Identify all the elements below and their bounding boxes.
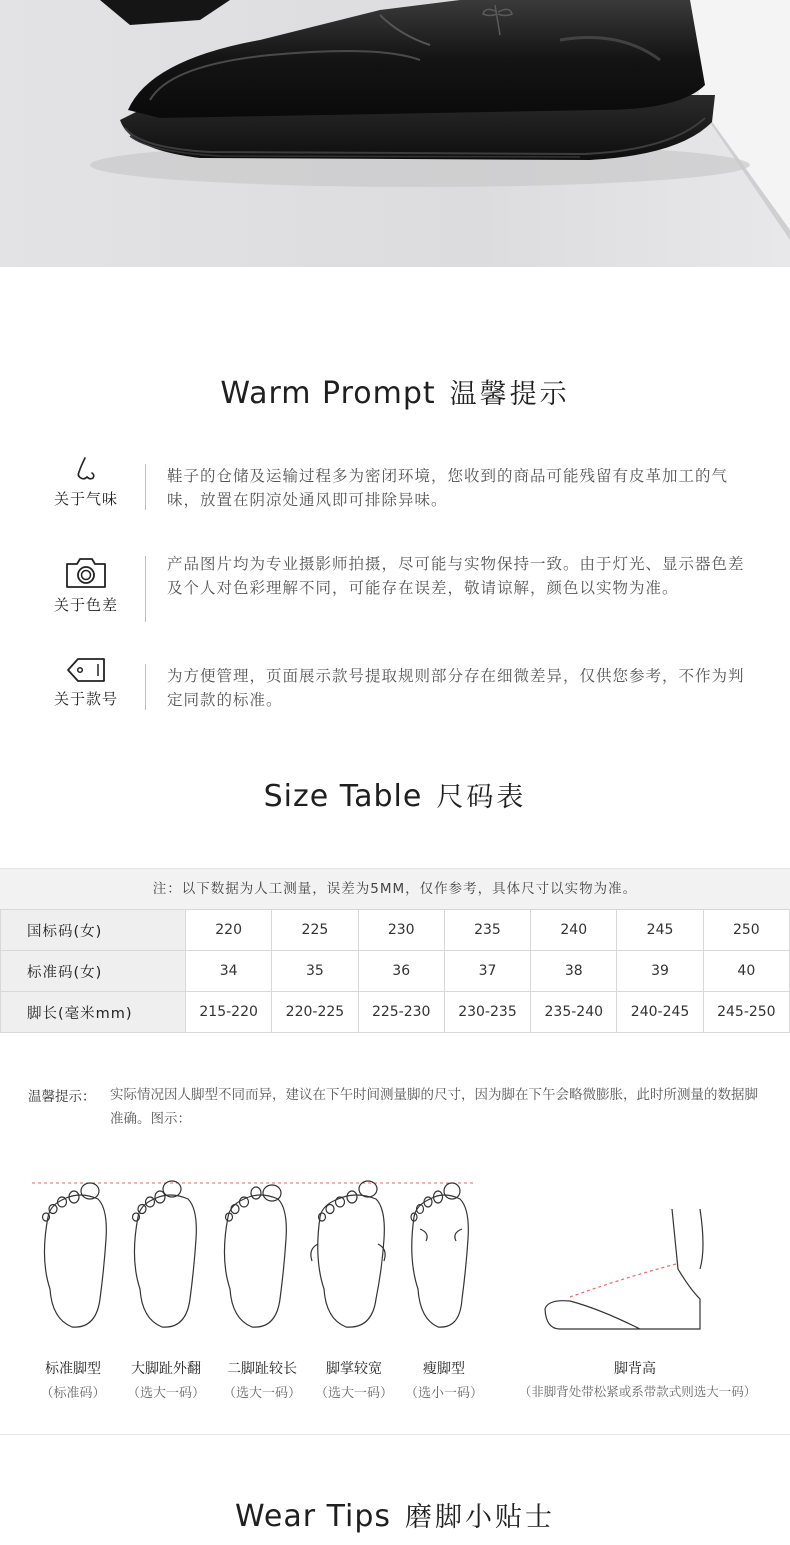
size-table-title-en: Size Table	[263, 779, 423, 814]
prompt-text: 鞋子的仓储及运输过程多为密闭环境，您收到的商品可能残留有皮革加工的气味，放置在阴凉处通风即可排除异味。	[167, 467, 729, 509]
foot-sub: （选大一码）	[222, 1386, 301, 1401]
nose-icon	[71, 456, 101, 484]
table-cell: 38	[531, 951, 617, 992]
foot-name: 脚背高	[614, 1361, 656, 1377]
prompt-icon-block	[40, 656, 132, 709]
product-hero-image	[0, 0, 790, 267]
prompt-icon-block	[40, 456, 132, 509]
foot-name: 脚掌较宽	[326, 1361, 382, 1377]
foot-name: 标准脚型	[45, 1361, 101, 1377]
table-cell: 245-250	[703, 992, 789, 1033]
prompt-label: 关于色差	[53, 596, 118, 614]
size-table-section	[0, 868, 790, 1435]
table-cell: 235	[444, 910, 530, 951]
table-cell: 36	[358, 951, 444, 992]
table-cell: 240-245	[617, 992, 703, 1033]
divider	[145, 464, 146, 510]
tag-icon	[64, 656, 108, 684]
prompt-icon-block	[40, 556, 132, 615]
prompt-text: 为方便管理，页面展示款号提取规则部分存在细微差异，仅供您参考，不作为判定同款的标准。	[167, 667, 745, 709]
wear-tips-title	[0, 1495, 790, 1534]
table-cell: 250	[703, 910, 789, 951]
warm-prompt-title-en: Warm Prompt	[220, 376, 436, 411]
table-cell: 37	[444, 951, 530, 992]
warm-prompt-title-cn: 温馨提示	[449, 379, 570, 410]
table-row	[1, 910, 790, 951]
foot-name: 大脚趾外翻	[131, 1361, 201, 1377]
table-row	[1, 951, 790, 992]
divider	[145, 664, 146, 710]
wear-tips-title-en: Wear Tips	[234, 1499, 392, 1534]
size-table-title	[0, 775, 790, 814]
foot-sub: （选大一码）	[314, 1386, 393, 1401]
foot-sub: （标准码）	[40, 1386, 106, 1401]
prompt-label: 关于款号	[53, 690, 118, 708]
table-cell: 235-240	[531, 992, 617, 1033]
wear-tips-title-cn: 磨脚小贴士	[405, 1502, 556, 1533]
table-cell: 220-225	[272, 992, 358, 1033]
row-header: 国标码(女)	[1, 910, 186, 951]
warm-prompt-title	[0, 372, 790, 411]
row-header: 标准码(女)	[1, 951, 186, 992]
table-row	[1, 992, 790, 1033]
table-cell: 240	[531, 910, 617, 951]
divider	[145, 556, 146, 622]
prompt-label: 关于气味	[53, 490, 118, 508]
table-cell: 220	[186, 910, 272, 951]
row-header: 脚长(毫米mm)	[1, 992, 186, 1033]
camera-icon	[64, 556, 108, 590]
foot-sub: （非脚背处带松紧或系带款式则选大一码）	[518, 1384, 757, 1399]
table-cell: 245	[617, 910, 703, 951]
foot-sub: （选小一码）	[404, 1386, 483, 1401]
foot-name: 瘦脚型	[423, 1361, 465, 1377]
table-cell: 225	[272, 910, 358, 951]
prompt-text: 产品图片均为专业摄影师拍摄，尽可能与实物保持一致。由于灯光、显示器色差及个人对色彩理解不同，可能存在误差，敬请谅解，颜色以实物为准。	[167, 555, 745, 597]
table-cell: 225-230	[358, 992, 444, 1033]
foot-shapes-diagram	[0, 1169, 790, 1399]
table-cell: 34	[186, 951, 272, 992]
size-note: 注：以下数据为人工测量，误差为5MM，仅作参考，具体尺寸以实物为准。	[0, 869, 790, 909]
shoe-illustration	[0, 0, 790, 267]
table-cell: 230-235	[444, 992, 530, 1033]
size-table-title-cn: 尺码表	[436, 782, 527, 813]
tips-label: 温馨提示：	[28, 1089, 96, 1105]
foot-sub: （选大一码）	[126, 1386, 205, 1401]
foot-name: 二脚趾较长	[227, 1361, 297, 1377]
table-cell: 39	[617, 951, 703, 992]
foot-shapes-illustration	[0, 1169, 790, 1349]
size-table	[0, 909, 790, 1033]
table-cell: 215-220	[186, 992, 272, 1033]
table-cell: 230	[358, 910, 444, 951]
tips-text: 实际情况因人脚型不同而异，建议在下午时间测量脚的尺寸，因为脚在下午会略微膨胀，此时所测量的数据脚准确。图示：	[110, 1087, 758, 1127]
table-cell: 40	[703, 951, 789, 992]
table-cell: 35	[272, 951, 358, 992]
